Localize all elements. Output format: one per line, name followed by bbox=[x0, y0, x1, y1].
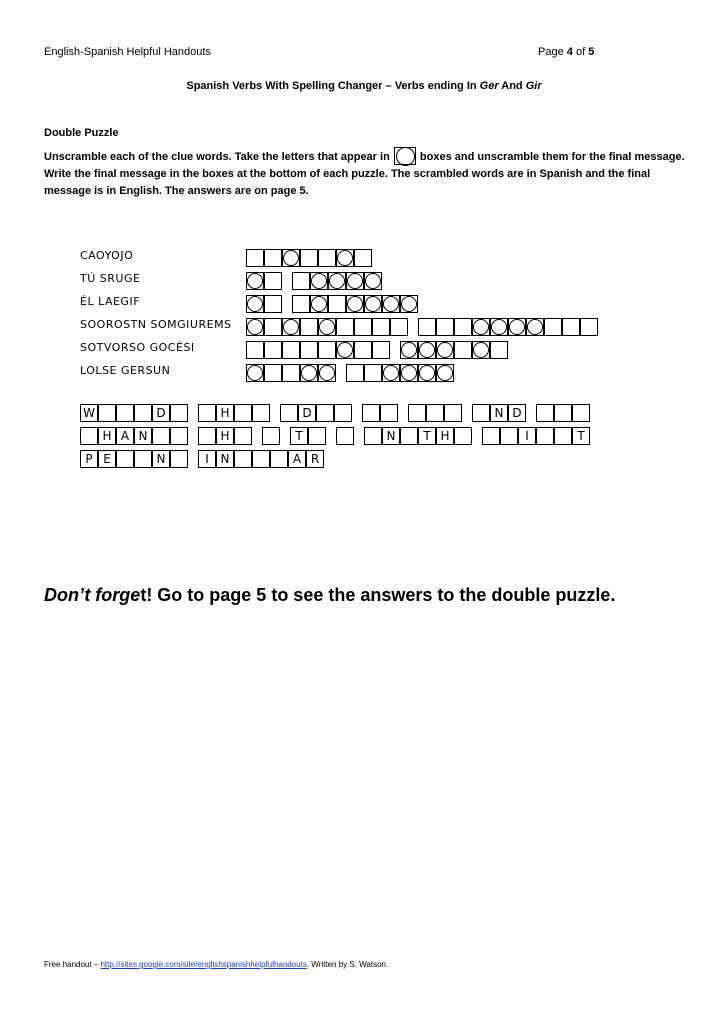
answer-box[interactable] bbox=[354, 341, 372, 359]
circled-answer-box[interactable] bbox=[436, 364, 454, 382]
answer-box[interactable] bbox=[292, 272, 310, 290]
message-box[interactable] bbox=[234, 450, 252, 468]
reminder-emphasis: Don’t forge bbox=[44, 585, 141, 605]
circle-marker bbox=[527, 319, 543, 335]
circle-marker bbox=[509, 319, 525, 335]
of-word: of bbox=[575, 46, 586, 58]
message-box[interactable]: T bbox=[290, 427, 308, 445]
circle-marker bbox=[347, 273, 363, 289]
circle-marker bbox=[247, 296, 263, 312]
circled-answer-box[interactable] bbox=[246, 295, 264, 313]
message-box[interactable] bbox=[170, 427, 188, 445]
answer-box[interactable] bbox=[264, 295, 282, 313]
answer-box[interactable] bbox=[300, 341, 318, 359]
circled-answer-box[interactable] bbox=[382, 364, 400, 382]
answer-box[interactable] bbox=[292, 295, 310, 313]
circle-marker bbox=[337, 250, 353, 266]
clue-word: SOOROSTN SOMGIUREMS bbox=[80, 318, 232, 331]
message-box[interactable]: I bbox=[518, 427, 536, 445]
message-box[interactable]: E bbox=[98, 450, 116, 468]
circle-marker bbox=[401, 365, 417, 381]
circled-answer-box[interactable] bbox=[310, 272, 328, 290]
clue-word: SOTVORSO GOCÉSI bbox=[80, 341, 195, 354]
answer-box[interactable] bbox=[364, 364, 382, 382]
answer-box[interactable] bbox=[454, 318, 472, 336]
answer-box[interactable] bbox=[390, 318, 408, 336]
circle-marker bbox=[311, 273, 327, 289]
page-total: 5 bbox=[588, 46, 595, 58]
message-box[interactable] bbox=[252, 404, 270, 422]
circle-marker bbox=[329, 273, 345, 289]
circle-marker bbox=[301, 365, 317, 381]
circle-marker bbox=[491, 319, 507, 335]
message-box[interactable] bbox=[116, 404, 134, 422]
message-box[interactable] bbox=[234, 404, 252, 422]
circled-answer-box[interactable] bbox=[418, 341, 436, 359]
footer bbox=[44, 960, 388, 969]
circle-marker bbox=[283, 250, 299, 266]
circle-marker bbox=[383, 296, 399, 312]
answer-box[interactable] bbox=[300, 249, 318, 267]
message-box[interactable]: N bbox=[490, 404, 508, 422]
message-box[interactable]: T bbox=[418, 427, 436, 445]
circle-marker bbox=[247, 273, 263, 289]
circled-answer-box[interactable] bbox=[310, 295, 328, 313]
circled-answer-box[interactable] bbox=[364, 295, 382, 313]
answer-box[interactable] bbox=[372, 341, 390, 359]
circled-answer-box[interactable] bbox=[328, 272, 346, 290]
footer-prefix: Free handout – bbox=[44, 960, 101, 969]
circle-marker bbox=[347, 296, 363, 312]
answer-box[interactable] bbox=[580, 318, 598, 336]
message-box[interactable] bbox=[98, 404, 116, 422]
clue-word: LOLSE GERSUN bbox=[80, 364, 171, 377]
message-box[interactable]: D bbox=[152, 404, 170, 422]
message-box[interactable] bbox=[262, 427, 280, 445]
answer-box[interactable] bbox=[246, 249, 264, 267]
message-box[interactable] bbox=[170, 450, 188, 468]
answer-box[interactable] bbox=[346, 364, 364, 382]
instructions-part-a: Unscramble each of the clue words. Take the letters that appear in bbox=[44, 151, 390, 163]
message-box[interactable]: D bbox=[298, 404, 316, 422]
message-box[interactable]: R bbox=[306, 450, 324, 468]
message-box[interactable] bbox=[152, 427, 170, 445]
answer-box[interactable] bbox=[418, 318, 436, 336]
circled-answer-box[interactable] bbox=[472, 341, 490, 359]
footer-suffix: . Written by S. Watson. bbox=[306, 960, 389, 969]
circle-marker bbox=[247, 319, 263, 335]
circle-marker bbox=[383, 365, 399, 381]
answer-box[interactable] bbox=[264, 272, 282, 290]
message-box[interactable]: A bbox=[116, 427, 134, 445]
message-box[interactable]: D bbox=[508, 404, 526, 422]
page-number: 4 bbox=[566, 46, 573, 58]
circled-answer-box[interactable] bbox=[346, 272, 364, 290]
message-box[interactable]: N bbox=[134, 427, 152, 445]
message-box[interactable] bbox=[198, 404, 216, 422]
message-box[interactable] bbox=[364, 427, 382, 445]
circled-answer-box[interactable] bbox=[472, 318, 490, 336]
message-box[interactable]: N bbox=[382, 427, 400, 445]
message-box[interactable] bbox=[170, 404, 188, 422]
clue-word: TÚ SRUGE bbox=[80, 272, 141, 285]
message-box[interactable] bbox=[336, 427, 354, 445]
circle-marker bbox=[419, 342, 435, 358]
title-ger: Ger bbox=[479, 80, 499, 92]
message-box[interactable] bbox=[536, 404, 554, 422]
answer-box[interactable] bbox=[354, 318, 372, 336]
circled-answer-box[interactable] bbox=[246, 318, 264, 336]
reminder-line bbox=[44, 585, 615, 606]
circled-answer-box[interactable] bbox=[246, 272, 264, 290]
message-box[interactable]: A bbox=[288, 450, 306, 468]
circled-answer-box[interactable] bbox=[400, 341, 418, 359]
title-gir: Gir bbox=[525, 80, 542, 92]
message-box[interactable] bbox=[308, 427, 326, 445]
circle-marker bbox=[311, 296, 327, 312]
answer-box[interactable] bbox=[282, 341, 300, 359]
circled-answer-box[interactable] bbox=[346, 295, 364, 313]
title-and: And bbox=[498, 80, 526, 92]
circled-answer-box[interactable] bbox=[336, 341, 354, 359]
message-box[interactable] bbox=[444, 404, 462, 422]
answer-box[interactable] bbox=[372, 318, 390, 336]
circle-marker bbox=[473, 319, 489, 335]
message-box[interactable] bbox=[400, 427, 418, 445]
circled-answer-box[interactable] bbox=[382, 295, 400, 313]
answer-box[interactable] bbox=[436, 318, 454, 336]
message-box[interactable] bbox=[454, 427, 472, 445]
circled-answer-box[interactable] bbox=[400, 364, 418, 382]
message-box[interactable]: H bbox=[216, 427, 234, 445]
answer-box[interactable] bbox=[264, 249, 282, 267]
message-box[interactable] bbox=[134, 404, 152, 422]
clue-word: CAOYOJO bbox=[80, 249, 134, 262]
circle-marker bbox=[365, 273, 381, 289]
circled-answer-box[interactable] bbox=[364, 272, 382, 290]
reminder-emphasis-end: t bbox=[140, 585, 147, 605]
circle-marker bbox=[419, 365, 435, 381]
message-box[interactable] bbox=[380, 404, 398, 422]
message-box[interactable]: N bbox=[216, 450, 234, 468]
circle-marker bbox=[247, 365, 263, 381]
answer-box[interactable] bbox=[282, 364, 300, 382]
message-box[interactable] bbox=[362, 404, 380, 422]
circled-answer-box[interactable] bbox=[282, 249, 300, 267]
answer-box[interactable] bbox=[318, 249, 336, 267]
message-box[interactable]: N bbox=[152, 450, 170, 468]
answer-box[interactable] bbox=[300, 318, 318, 336]
reminder-text: ! Go to page 5 to see the answers to the double puzzle. bbox=[146, 585, 616, 605]
circled-answer-box[interactable] bbox=[490, 318, 508, 336]
circled-answer-box[interactable] bbox=[282, 318, 300, 336]
circled-answer-box[interactable] bbox=[508, 318, 526, 336]
message-box[interactable]: W bbox=[80, 404, 98, 422]
answer-box[interactable] bbox=[354, 249, 372, 267]
message-box[interactable] bbox=[554, 404, 572, 422]
circle-marker bbox=[319, 319, 335, 335]
circle-marker bbox=[437, 342, 453, 358]
answer-box[interactable] bbox=[544, 318, 562, 336]
answer-box[interactable] bbox=[264, 364, 282, 382]
answer-box[interactable] bbox=[562, 318, 580, 336]
message-box[interactable] bbox=[426, 404, 444, 422]
message-box[interactable] bbox=[500, 427, 518, 445]
message-box[interactable] bbox=[234, 427, 252, 445]
circled-answer-box[interactable] bbox=[318, 318, 336, 336]
document-title bbox=[0, 80, 728, 92]
message-box[interactable] bbox=[252, 450, 270, 468]
message-box[interactable] bbox=[554, 427, 572, 445]
puzzle-instructions bbox=[44, 147, 689, 200]
message-box[interactable] bbox=[472, 404, 490, 422]
message-box[interactable]: H bbox=[98, 427, 116, 445]
message-box[interactable] bbox=[482, 427, 500, 445]
circle-marker bbox=[337, 342, 353, 358]
message-box[interactable] bbox=[408, 404, 426, 422]
page-word: Page bbox=[538, 46, 564, 58]
circled-answer-box[interactable] bbox=[318, 364, 336, 382]
circle-marker bbox=[437, 365, 453, 381]
message-box[interactable] bbox=[134, 450, 152, 468]
message-box[interactable]: T bbox=[572, 427, 590, 445]
message-box[interactable]: I bbox=[198, 450, 216, 468]
circle-marker bbox=[401, 342, 417, 358]
circled-answer-box[interactable] bbox=[246, 364, 264, 382]
puzzle-heading: Double Puzzle bbox=[44, 127, 119, 139]
title-prefix: Spanish Verbs With Spelling Changer – Verbs ending In bbox=[186, 80, 480, 92]
message-box[interactable] bbox=[198, 427, 216, 445]
page-indicator bbox=[538, 46, 594, 58]
instructions-part-b: boxes and unscramble them for the final message. Write the final message in the boxes at the bottom of each puzzle. The scrambled words are in Spanish and the final message is in English. The answers are on page 5. bbox=[44, 151, 685, 197]
answer-box[interactable] bbox=[318, 341, 336, 359]
circle-marker bbox=[365, 296, 381, 312]
answer-box[interactable] bbox=[336, 318, 354, 336]
circled-box-icon bbox=[394, 147, 416, 165]
message-box[interactable]: H bbox=[216, 404, 234, 422]
circled-answer-box[interactable] bbox=[526, 318, 544, 336]
footer-link[interactable]: http://sites.google.com/site/englishspanishhelpfulhandouts bbox=[100, 960, 307, 969]
circle-marker bbox=[401, 296, 417, 312]
circled-answer-box[interactable] bbox=[300, 364, 318, 382]
message-box[interactable] bbox=[334, 404, 352, 422]
message-box[interactable]: H bbox=[436, 427, 454, 445]
message-box[interactable] bbox=[316, 404, 334, 422]
circle-marker bbox=[283, 319, 299, 335]
message-box[interactable] bbox=[80, 427, 98, 445]
message-box[interactable] bbox=[116, 450, 134, 468]
message-box[interactable] bbox=[572, 404, 590, 422]
message-box[interactable] bbox=[270, 450, 288, 468]
circled-answer-box[interactable] bbox=[418, 364, 436, 382]
message-box[interactable] bbox=[280, 404, 298, 422]
answer-box[interactable] bbox=[454, 341, 472, 359]
answer-box[interactable] bbox=[490, 341, 508, 359]
answer-box[interactable] bbox=[328, 295, 346, 313]
answer-box[interactable] bbox=[246, 341, 264, 359]
answer-box[interactable] bbox=[264, 341, 282, 359]
circle-marker bbox=[473, 342, 489, 358]
answer-box[interactable] bbox=[264, 318, 282, 336]
circled-answer-box[interactable] bbox=[336, 249, 354, 267]
message-box[interactable] bbox=[536, 427, 554, 445]
circled-answer-box[interactable] bbox=[436, 341, 454, 359]
message-box[interactable]: P bbox=[80, 450, 98, 468]
circled-answer-box[interactable] bbox=[400, 295, 418, 313]
circle-marker bbox=[319, 365, 335, 381]
header-title: English-Spanish Helpful Handouts bbox=[44, 46, 211, 58]
clue-word: ÉL LAEGIF bbox=[80, 295, 141, 308]
